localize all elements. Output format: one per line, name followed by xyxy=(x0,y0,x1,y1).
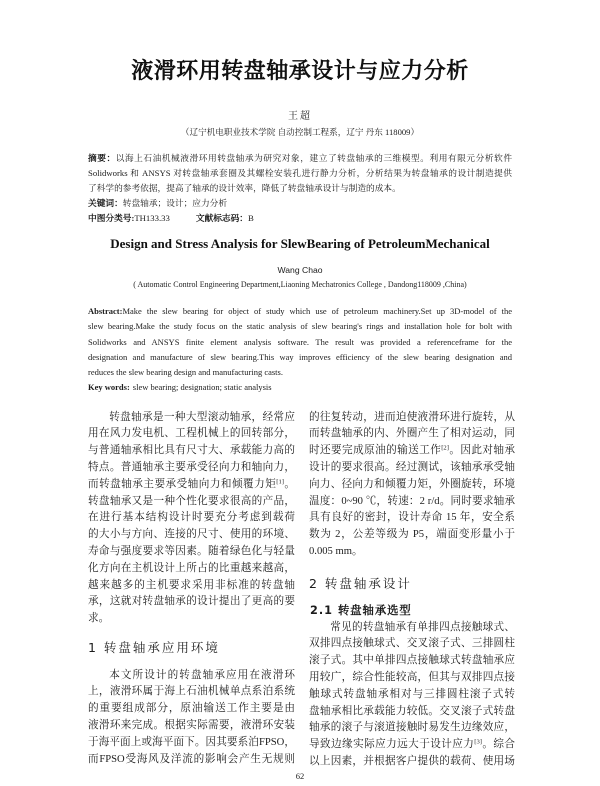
text-line: 设计的要求很高。经过测试，该轴承承受轴 xyxy=(309,461,515,473)
text-line: 常见的转盘轴承有单排四点接触球式、 xyxy=(330,621,515,633)
text-segment: 导致边缘实际应力远大于设计应力 xyxy=(309,739,475,751)
text-line: 0.005 mm。 xyxy=(309,545,363,557)
text-line: 转盘轴承是一种大型滚动轴承，经常应 xyxy=(109,411,295,423)
text-line: 与普通轴承相比具有尺寸大、承载能力高的 xyxy=(88,445,295,457)
abstract-en-line: designation and manufacture of slew bearing.This way improves efficiency of the slew bearing designation and xyxy=(88,351,512,362)
text-line: 双排四点接触球式、交叉滚子式、三排圆柱 xyxy=(309,638,515,650)
text-line: 的大小与方向、连接的尺寸、使用的环境、 xyxy=(88,529,295,541)
section-1-heading: 1 转盘轴承应用环境 xyxy=(88,640,220,655)
abstract-en-line: Solidworks and ANSYS finite element analysis software. The result was provided a referenceframe for the xyxy=(88,336,512,347)
abstract-en-label: Abstract: xyxy=(88,306,123,316)
text-line: 触球式转盘轴承相对与三排圆柱滚子式转 xyxy=(309,688,515,700)
section-1-paragraph xyxy=(88,668,295,769)
text-line: 盘轴承相比承载能力较低。交叉滚子式转盘 xyxy=(309,705,515,717)
text-line: 在进行基本结构设计时要充分考虑到载荷 xyxy=(88,512,295,524)
intro-paragraph xyxy=(88,410,295,628)
abstract-en-line: slew bearing.Make the study focus on the static analysis of slew bearing's rings and installation hole for bolt with xyxy=(88,321,512,332)
text-line: 越来越多的主机要求采用非标准的转盘轴 xyxy=(88,579,295,591)
text-line: 上，液滑环属于海上石油机械单点系泊系统 xyxy=(88,686,295,698)
citation-ref: [3] xyxy=(474,738,482,746)
text-line: 用较广，综合性能较高，但其与双排四点接 xyxy=(309,671,515,683)
abstract-cn-label: 摘要： xyxy=(88,153,116,163)
classification-value: TH133.33 xyxy=(134,213,170,223)
author-name: 王超 xyxy=(288,111,312,122)
abstract-en-line: reduces the slew bearing design and manufacturing casts. xyxy=(88,367,283,378)
text-line: 以上因素，并根据客户提供的载荷、使用场 xyxy=(309,755,515,767)
text-line: 具有良好的密封，设计寿命 15 年，安全系 xyxy=(309,512,515,524)
keywords-cn xyxy=(88,196,512,211)
text-line: 数为 2，公差等级为 P5，端面变形量小于 xyxy=(309,529,515,541)
citation-ref: [2] xyxy=(441,444,449,452)
english-title: Design and Stress Analysis for SlewBearing of PetroleumMechanical xyxy=(110,236,490,251)
citation-ref: [1] xyxy=(276,478,284,486)
abstract-cn-text: 以海上石油机械液滑环用转盘轴承为研究对象，建立了转盘轴承的三维模型。利用有限元分析软件 xyxy=(115,153,513,163)
text-line: 化方向在主机设计上所占的比重越来越高， xyxy=(88,562,295,574)
abstract-cn-line: 了科学的参考依据，提高了轴承的设计效率，降低了转盘轴承设计与制造的成本。 xyxy=(88,183,401,193)
keywords-en-label: Key words: xyxy=(88,382,130,393)
keywords-en xyxy=(88,380,512,395)
paper-title: 液滑环用转盘轴承设计与应力分析 xyxy=(131,59,469,84)
text-line xyxy=(309,737,515,754)
text-line: 轴承的滚子与滚道接触时易发生边缘效应， xyxy=(309,722,515,734)
text-line: 液滑环来完成。根据实际需要，液滑环安装 xyxy=(88,719,295,731)
abstract-en-line xyxy=(88,304,512,319)
text-segment: 。综合 xyxy=(481,739,516,751)
text-line: 而FPSO受海风及洋流的影响会产生无规则 xyxy=(88,753,295,765)
text-line xyxy=(309,443,515,460)
text-line: 的重要组成部分，原油输送工作主要是由 xyxy=(88,703,295,715)
text-line: 求。 xyxy=(88,613,110,625)
text-line: 于海平面上或海平面下。因其要系泊FPSO， xyxy=(88,736,295,748)
page-number: 62 xyxy=(295,771,305,781)
english-affiliation: ( Automatic Control Engineering Department,Liaoning Mechatronics College , Dandong118009 ,China) xyxy=(133,280,467,289)
text-line: 温度：0~90 ℃，转速：2 r/d。同时要求轴承 xyxy=(309,495,515,507)
english-author-name: Wang Chao xyxy=(277,265,323,275)
text-segment: 时还要完成原油的输送工作 xyxy=(309,445,442,457)
keywords-en-value: slew bearing; designation; static analysis xyxy=(132,382,272,393)
text-line: 寿命与强度要求等因素。随着绿色化与轻量 xyxy=(88,545,295,557)
abstract-en xyxy=(88,304,512,396)
keywords-cn-label: 关键词： xyxy=(88,198,123,208)
keywords-cn-value: 转盘轴承；设计；应力分析 xyxy=(122,198,227,208)
continued-paragraph xyxy=(309,410,515,561)
text-segment: 。因此对轴承 xyxy=(448,445,516,457)
classification-line xyxy=(88,211,512,226)
abstract-cn-line xyxy=(88,151,512,166)
text-line: 用在风力发电机、工程机械上的回转部分， xyxy=(88,428,295,440)
text-line: 的往复转动，进而迫使液滑环进行旋转，从 xyxy=(309,411,515,423)
author-affiliation: （辽宁机电职业技术学院 自动控制工程系，辽宁 丹东 118009） xyxy=(180,127,420,137)
doc-code-label: 文献标志码： xyxy=(195,213,248,223)
section-2-heading: 2 转盘轴承设计 xyxy=(309,576,412,591)
section-2-1-paragraph xyxy=(309,620,515,771)
doc-code-value: B xyxy=(247,213,254,223)
classification-label: 中图分类号: xyxy=(88,213,135,223)
text-line: 滚子式。其中单排四点接触球式转盘轴承应 xyxy=(309,655,515,667)
abstract-cn-line: Solidworks 和 ANSYS 对转盘轴承套圈及其螺栓安装孔进行静力分析，分析结果为转盘轴承的设计制造提供 xyxy=(88,168,512,178)
text-line: 承，这就对转盘轴承的设计提出了更高的要 xyxy=(88,596,295,608)
abstract-en-text: Make the slew bearing for object of study which use of petroleum machinery.Set up 3D-model of the xyxy=(122,306,512,316)
text-line: 特点。普通轴承主要承受径向力和轴向力， xyxy=(88,461,295,473)
text-line: 转盘轴承又是一种个性化要求很高的产品， xyxy=(88,495,295,507)
text-line: 本文所设计的转盘轴承应用在液滑环 xyxy=(109,669,295,681)
text-line: 而转盘轴承的内、外圈产生了相对运动，同 xyxy=(309,428,515,440)
text-line xyxy=(88,477,295,494)
text-segment: 而转盘轴承主要承受轴向力和倾覆力矩 xyxy=(88,478,277,490)
abstract-cn xyxy=(88,151,512,226)
text-segment: 。 xyxy=(283,478,296,490)
section-2-1-heading: 2.1 转盘轴承选型 xyxy=(310,604,412,617)
text-line: 向力、径向力和倾覆力矩，外圈旋转，环境 xyxy=(309,478,515,490)
